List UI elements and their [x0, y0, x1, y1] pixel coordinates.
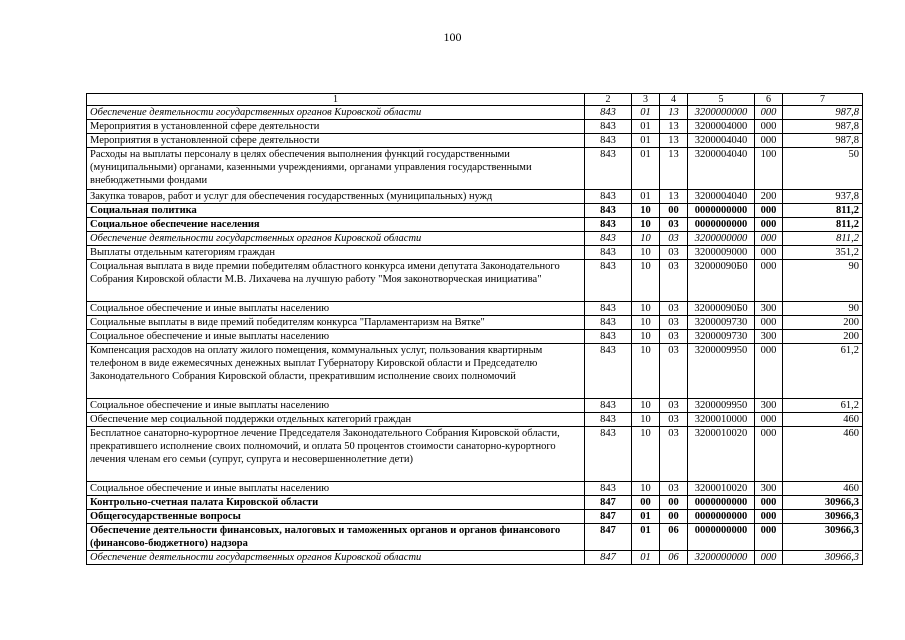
cell-subsection-code: 00 [660, 496, 688, 510]
cell-expense-type: 000 [755, 246, 783, 260]
cell-target-article: 0000000000 [688, 524, 755, 551]
cell-description: Мероприятия в установленной сфере деятельности [87, 120, 585, 134]
cell-amount: 460 [783, 427, 863, 482]
cell-amount: 460 [783, 482, 863, 496]
cell-amount: 50 [783, 148, 863, 190]
cell-section-code: 01 [632, 551, 660, 565]
cell-target-article: 3200009000 [688, 246, 755, 260]
table-body [87, 106, 863, 565]
header-row [87, 94, 863, 106]
cell-expense-type: 000 [755, 427, 783, 482]
cell-description: Социальное обеспечение населения [87, 218, 585, 232]
cell-section-code: 10 [632, 260, 660, 302]
cell-subsection-code: 06 [660, 524, 688, 551]
table-row [87, 496, 863, 510]
cell-amount: 811,2 [783, 204, 863, 218]
cell-section-code: 01 [632, 510, 660, 524]
header-col-4: 4 [660, 94, 688, 106]
cell-amount: 351,2 [783, 246, 863, 260]
cell-description: Обеспечение деятельности финансовых, налоговых и таможенных органов и органов финансового (финансово-бюджетного) надзора [87, 524, 585, 551]
cell-target-article: 3200009730 [688, 330, 755, 344]
header-col-2: 2 [585, 94, 632, 106]
cell-amount: 937,8 [783, 190, 863, 204]
cell-section-code: 10 [632, 399, 660, 413]
cell-target-article: 0000000000 [688, 510, 755, 524]
cell-amount: 30966,3 [783, 551, 863, 565]
cell-subsection-code: 03 [660, 232, 688, 246]
cell-ministry-code: 847 [585, 524, 632, 551]
cell-expense-type: 000 [755, 204, 783, 218]
cell-ministry-code: 843 [585, 399, 632, 413]
cell-ministry-code: 843 [585, 218, 632, 232]
table-row [87, 190, 863, 204]
header-col-3: 3 [632, 94, 660, 106]
cell-subsection-code: 03 [660, 399, 688, 413]
table-row [87, 482, 863, 496]
header-col-7: 7 [783, 94, 863, 106]
cell-description: Социальное обеспечение и иные выплаты населению [87, 399, 585, 413]
cell-target-article: 32000090Б0 [688, 302, 755, 316]
cell-expense-type: 000 [755, 413, 783, 427]
cell-expense-type: 000 [755, 510, 783, 524]
cell-target-article: 3200010020 [688, 427, 755, 482]
cell-subsection-code: 13 [660, 190, 688, 204]
cell-subsection-code: 13 [660, 106, 688, 120]
cell-target-article: 3200000000 [688, 551, 755, 565]
cell-amount: 987,8 [783, 120, 863, 134]
cell-expense-type: 300 [755, 330, 783, 344]
cell-target-article: 0000000000 [688, 496, 755, 510]
table-row [87, 330, 863, 344]
table-row [87, 427, 863, 482]
cell-target-article: 32000090Б0 [688, 260, 755, 302]
cell-target-article: 3200009730 [688, 316, 755, 330]
header-col-6: 6 [755, 94, 783, 106]
cell-amount: 30966,3 [783, 496, 863, 510]
cell-section-code: 10 [632, 246, 660, 260]
cell-ministry-code: 843 [585, 204, 632, 218]
cell-section-code: 10 [632, 482, 660, 496]
table-row [87, 344, 863, 399]
cell-expense-type: 200 [755, 190, 783, 204]
cell-subsection-code: 13 [660, 148, 688, 190]
cell-ministry-code: 847 [585, 551, 632, 565]
table-row [87, 302, 863, 316]
cell-expense-type: 000 [755, 316, 783, 330]
cell-section-code: 10 [632, 204, 660, 218]
cell-subsection-code: 00 [660, 510, 688, 524]
table-row [87, 510, 863, 524]
cell-target-article: 3200000000 [688, 232, 755, 246]
cell-ministry-code: 843 [585, 134, 632, 148]
cell-target-article: 3200010000 [688, 413, 755, 427]
table-row [87, 316, 863, 330]
table-row [87, 204, 863, 218]
cell-section-code: 01 [632, 190, 660, 204]
cell-description: Социальное обеспечение и иные выплаты населению [87, 302, 585, 316]
cell-description: Выплаты отдельным категориям граждан [87, 246, 585, 260]
cell-section-code: 10 [632, 330, 660, 344]
cell-amount: 811,2 [783, 218, 863, 232]
cell-expense-type: 000 [755, 120, 783, 134]
cell-amount: 460 [783, 413, 863, 427]
cell-subsection-code: 03 [660, 260, 688, 302]
cell-description: Социальная политика [87, 204, 585, 218]
cell-subsection-code: 00 [660, 204, 688, 218]
cell-subsection-code: 06 [660, 551, 688, 565]
cell-ministry-code: 847 [585, 510, 632, 524]
cell-ministry-code: 843 [585, 106, 632, 120]
table-row [87, 551, 863, 565]
cell-ministry-code: 843 [585, 427, 632, 482]
table-row [87, 148, 863, 190]
cell-section-code: 10 [632, 218, 660, 232]
cell-ministry-code: 843 [585, 246, 632, 260]
cell-ministry-code: 843 [585, 190, 632, 204]
table-row [87, 246, 863, 260]
cell-subsection-code: 03 [660, 330, 688, 344]
cell-section-code: 10 [632, 316, 660, 330]
cell-section-code: 01 [632, 134, 660, 148]
table-row [87, 260, 863, 302]
cell-subsection-code: 03 [660, 316, 688, 330]
cell-target-article: 0000000000 [688, 204, 755, 218]
cell-section-code: 01 [632, 148, 660, 190]
cell-amount: 811,2 [783, 232, 863, 246]
cell-subsection-code: 13 [660, 120, 688, 134]
cell-description: Обеспечение деятельности государственных органов Кировской области [87, 106, 585, 120]
budget-table [86, 93, 863, 565]
cell-ministry-code: 843 [585, 482, 632, 496]
cell-section-code: 01 [632, 106, 660, 120]
cell-subsection-code: 03 [660, 427, 688, 482]
cell-subsection-code: 13 [660, 134, 688, 148]
cell-description: Расходы на выплаты персоналу в целях обеспечения выполнения функций государственными (муниципальными) органами, казенными учреждениями, органами управления государственными внебюджетными фондами [87, 148, 585, 190]
cell-expense-type: 000 [755, 106, 783, 120]
cell-target-article: 3200004000 [688, 120, 755, 134]
cell-target-article: 3200010020 [688, 482, 755, 496]
cell-target-article: 3200004040 [688, 134, 755, 148]
cell-amount: 200 [783, 316, 863, 330]
cell-expense-type: 000 [755, 524, 783, 551]
cell-target-article: 3200009950 [688, 344, 755, 399]
cell-ministry-code: 843 [585, 413, 632, 427]
cell-subsection-code: 03 [660, 218, 688, 232]
cell-description: Контрольно-счетная палата Кировской области [87, 496, 585, 510]
cell-ministry-code: 843 [585, 330, 632, 344]
cell-section-code: 10 [632, 413, 660, 427]
cell-subsection-code: 03 [660, 246, 688, 260]
cell-expense-type: 000 [755, 551, 783, 565]
cell-expense-type: 000 [755, 260, 783, 302]
cell-amount: 30966,3 [783, 524, 863, 551]
cell-target-article: 0000000000 [688, 218, 755, 232]
cell-ministry-code: 843 [585, 344, 632, 399]
cell-subsection-code: 03 [660, 482, 688, 496]
cell-ministry-code: 843 [585, 302, 632, 316]
cell-subsection-code: 03 [660, 413, 688, 427]
cell-expense-type: 300 [755, 302, 783, 316]
cell-expense-type: 000 [755, 134, 783, 148]
cell-description: Обеспечение деятельности государственных органов Кировской области [87, 232, 585, 246]
cell-description: Социальное обеспечение и иные выплаты населению [87, 482, 585, 496]
header-col-1: 1 [87, 94, 585, 106]
cell-ministry-code: 843 [585, 232, 632, 246]
header-col-5: 5 [688, 94, 755, 106]
table-row [87, 120, 863, 134]
cell-description: Обеспечение мер социальной поддержки отдельных категорий граждан [87, 413, 585, 427]
table-row [87, 134, 863, 148]
cell-amount: 61,2 [783, 344, 863, 399]
table-row [87, 399, 863, 413]
cell-description: Бесплатное санаторно-курортное лечение Председателя Законодательного Собрания Кировской области, прекратившего исполнение своих полномочий, и оплата 50 процентов стоимости санаторно-курортного лечения членам его семьи (супруг, супруга и несовершеннолетние дети) [87, 427, 585, 482]
cell-section-code: 10 [632, 232, 660, 246]
table-row [87, 524, 863, 551]
cell-section-code: 10 [632, 427, 660, 482]
table-row [87, 106, 863, 120]
cell-description: Компенсация расходов на оплату жилого помещения, коммунальных услуг, пользования квартирным телефоном в виде ежемесячных денежных выплат Губернатору Кировской области и Председателю Законодательного Собрания Кировской области, прекратившим исполнение своих полномочий [87, 344, 585, 399]
cell-section-code: 01 [632, 120, 660, 134]
cell-amount: 200 [783, 330, 863, 344]
cell-amount: 987,8 [783, 134, 863, 148]
cell-amount: 987,8 [783, 106, 863, 120]
cell-ministry-code: 843 [585, 148, 632, 190]
cell-amount: 90 [783, 302, 863, 316]
cell-expense-type: 100 [755, 148, 783, 190]
cell-description: Социальные выплаты в виде премий победителям конкурса "Парламентаризм на Вятке" [87, 316, 585, 330]
cell-ministry-code: 843 [585, 316, 632, 330]
cell-target-article: 3200009950 [688, 399, 755, 413]
cell-amount: 30966,3 [783, 510, 863, 524]
cell-description: Мероприятия в установленной сфере деятельности [87, 134, 585, 148]
cell-target-article: 3200004040 [688, 148, 755, 190]
cell-ministry-code: 847 [585, 496, 632, 510]
cell-expense-type: 300 [755, 399, 783, 413]
cell-expense-type: 000 [755, 496, 783, 510]
cell-subsection-code: 03 [660, 344, 688, 399]
cell-ministry-code: 843 [585, 120, 632, 134]
cell-description: Социальная выплата в виде премии победителям областного конкурса имени депутата Законодательного Собрания Кировской области М.В. Лихачева на лучшую работу "Моя законотворческая инициатива" [87, 260, 585, 302]
cell-section-code: 00 [632, 496, 660, 510]
cell-amount: 90 [783, 260, 863, 302]
cell-description: Закупка товаров, работ и услуг для обеспечения государственных (муниципальных) нужд [87, 190, 585, 204]
cell-expense-type: 300 [755, 482, 783, 496]
table-row [87, 232, 863, 246]
page-number: 100 [443, 30, 462, 44]
cell-description: Общегосударственные вопросы [87, 510, 585, 524]
cell-expense-type: 000 [755, 344, 783, 399]
cell-expense-type: 000 [755, 218, 783, 232]
cell-description: Социальное обеспечение и иные выплаты населению [87, 330, 585, 344]
cell-amount: 61,2 [783, 399, 863, 413]
cell-section-code: 01 [632, 524, 660, 551]
table-row [87, 218, 863, 232]
cell-description: Обеспечение деятельности государственных органов Кировской области [87, 551, 585, 565]
cell-ministry-code: 843 [585, 260, 632, 302]
cell-section-code: 10 [632, 344, 660, 399]
cell-target-article: 3200004040 [688, 190, 755, 204]
cell-expense-type: 000 [755, 232, 783, 246]
cell-subsection-code: 03 [660, 302, 688, 316]
table-row [87, 413, 863, 427]
cell-section-code: 10 [632, 302, 660, 316]
cell-target-article: 3200000000 [688, 106, 755, 120]
